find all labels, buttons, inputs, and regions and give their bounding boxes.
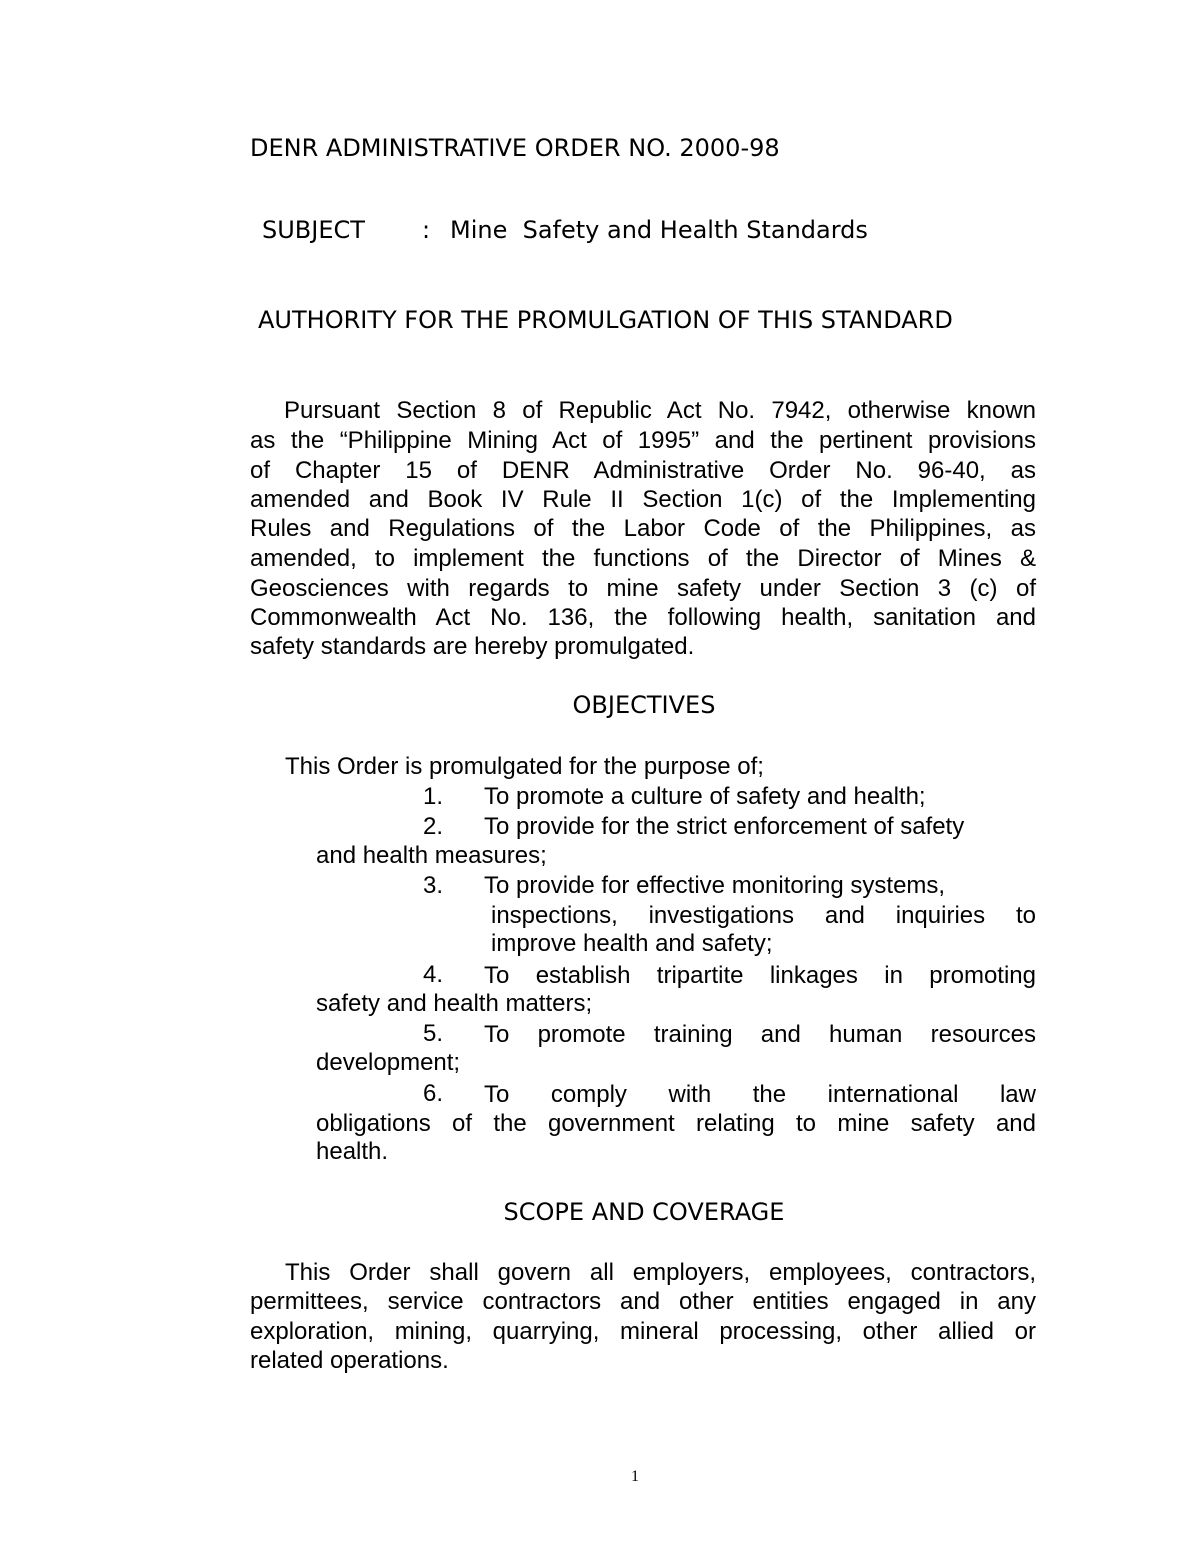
authority-line: Rules and Regulations of the Labor Code of the Philippines, as xyxy=(250,515,1036,542)
objective-number: 3. xyxy=(423,872,444,899)
authority-heading: AUTHORITY FOR THE PROMULGATION OF THIS STANDARD xyxy=(258,306,953,334)
objective-text: To provide for effective monitoring systems, xyxy=(484,872,946,899)
objective-text: To comply with the international law xyxy=(484,1081,1036,1108)
scope-line: exploration, mining, quarrying, mineral processing, other allied or xyxy=(250,1318,1036,1345)
objective-number: 4. xyxy=(423,961,444,988)
objective-text: To provide for the strict enforcement of safety xyxy=(484,813,965,840)
subject-value: Mine Safety and Health Standards xyxy=(450,216,868,244)
objective-text: improve health and safety; xyxy=(491,930,773,957)
authority-line: safety standards are hereby promulgated. xyxy=(250,633,695,660)
authority-line: amended, to implement the functions of the Director of Mines & xyxy=(250,545,1036,572)
objective-text: and health measures; xyxy=(316,842,547,869)
authority-line: Geosciences with regards to mine safety under Section 3 (c) of xyxy=(250,575,1036,602)
objective-text: To promote a culture of safety and health; xyxy=(484,783,926,810)
objective-text: development; xyxy=(316,1049,461,1076)
scope-line: This Order shall govern all employers, employees, contractors, xyxy=(285,1259,1036,1286)
objective-text: To promote training and human resources xyxy=(484,1021,1036,1048)
subject-separator: : xyxy=(422,216,431,244)
authority-line: Commonwealth Act No. 136, the following health, sanitation and xyxy=(250,604,1036,631)
objectives-heading: OBJECTIVES xyxy=(572,691,716,719)
objective-number: 2. xyxy=(423,813,444,840)
scope-line: permittees, service contractors and other entities engaged in any xyxy=(250,1288,1036,1315)
authority-line: as the “Philippine Mining Act of 1995” and the pertinent provisions xyxy=(250,427,1036,454)
objective-text: health. xyxy=(316,1138,389,1165)
authority-line: Pursuant Section 8 of Republic Act No. 7942, otherwise known xyxy=(284,397,1036,424)
scope-heading: SCOPE AND COVERAGE xyxy=(503,1198,785,1226)
authority-line: of Chapter 15 of DENR Administrative Order No. 96-40, as xyxy=(250,457,1036,484)
subject-label: SUBJECT xyxy=(262,216,365,244)
objectives-intro: This Order is promulgated for the purpose of; xyxy=(285,753,764,780)
order-number: DENR ADMINISTRATIVE ORDER NO. 2000-98 xyxy=(250,134,780,162)
objective-text: To establish tripartite linkages in promoting xyxy=(484,962,1036,989)
objective-number: 1. xyxy=(423,783,444,810)
objective-number: 6. xyxy=(423,1080,444,1107)
objective-text: safety and health matters; xyxy=(316,990,593,1017)
authority-line: amended and Book IV Rule II Section 1(c) of the Implementing xyxy=(250,486,1036,513)
scope-line: related operations. xyxy=(250,1347,449,1374)
objective-number: 5. xyxy=(423,1020,444,1047)
objective-text: obligations of the government relating to mine safety and xyxy=(316,1110,1036,1137)
objective-text: inspections, investigations and inquiries to xyxy=(491,902,1036,929)
page-number: 1 xyxy=(631,1468,639,1485)
